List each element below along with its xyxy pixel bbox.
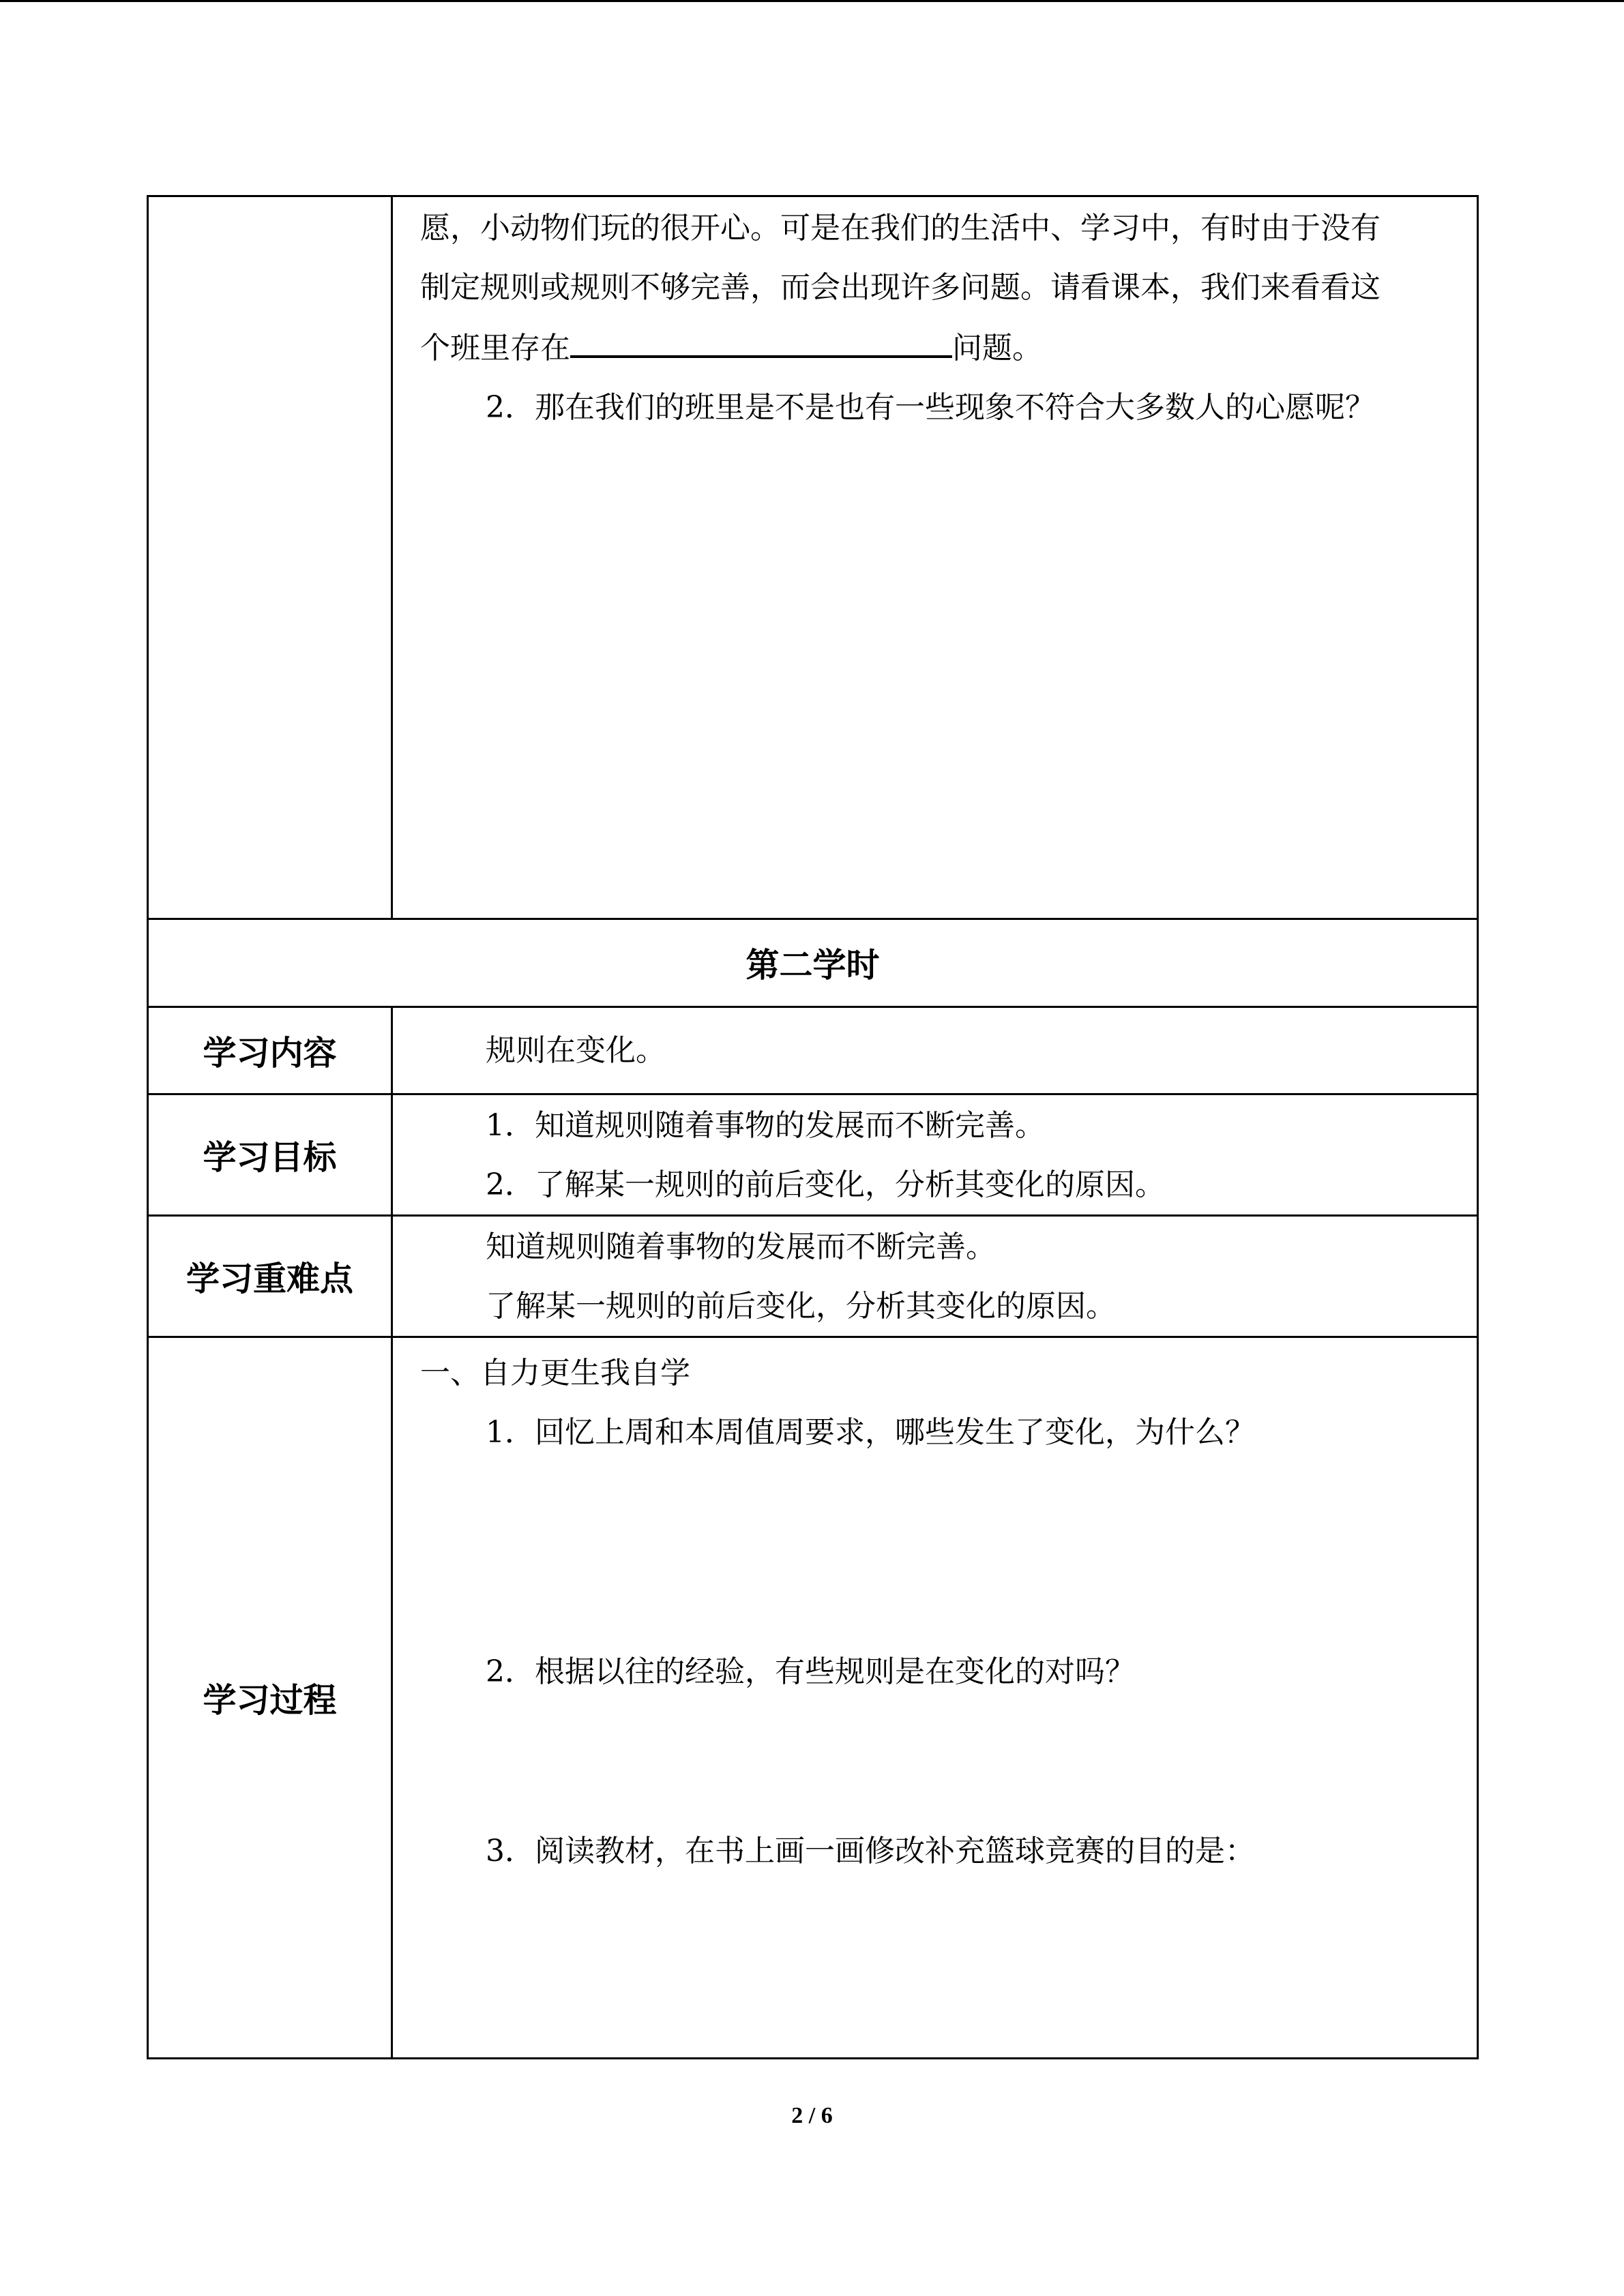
page-number: 2 / 6: [791, 2103, 833, 2128]
continuation-line-3-after: 问题。: [952, 331, 1042, 366]
continuation-item-2: 2．那在我们的班里是不是也有一些现象不符合大多数人的心愿呢？: [486, 390, 1375, 425]
keypoints-cell: [392, 1216, 1478, 1337]
goals-label: 学习目标: [148, 1094, 392, 1216]
goal-item-2: 2．了解某一规则的前后变化，分析其变化的原因。: [486, 1167, 1165, 1202]
goals-row: [148, 1094, 1478, 1216]
section-title: 第二学时: [148, 919, 1478, 1007]
process-item-1: 1．回忆上周和本周值周要求，哪些发生了变化，为什么？: [486, 1415, 1255, 1450]
continuation-line-2: 制定规则或规则不够完善，而会出现许多问题。请看课本，我们来看看这: [420, 270, 1381, 305]
content-label: 学习内容: [148, 1007, 392, 1094]
process-item-3: 3．阅读教材，在书上画一画修改补充篮球竞赛的目的是：: [486, 1834, 1255, 1868]
continuation-line-3: [420, 317, 1456, 378]
section-title-row: [148, 919, 1478, 1007]
page-top-border: [0, 0, 1624, 2]
goals-cell: [392, 1094, 1478, 1216]
keypoints-label: 学习重难点: [148, 1216, 392, 1337]
keypoint-item-1: 知道规则随着事物的发展而不断完善。: [486, 1229, 996, 1264]
process-item-2: 2．根据以往的经验，有些规则是在变化的对吗？: [486, 1654, 1135, 1689]
keypoints-row: [148, 1216, 1478, 1337]
process-label: 学习过程: [148, 1337, 392, 2059]
continuation-content-cell: [392, 196, 1478, 919]
continuation-row: [148, 196, 1478, 919]
lesson-plan-table: [147, 195, 1479, 2059]
continuation-label-cell: [148, 196, 392, 919]
keypoint-item-2: 了解某一规则的前后变化，分析其变化的原因。: [486, 1288, 1116, 1324]
content-row: [148, 1007, 1478, 1094]
continuation-line-3-before: 个班里存在: [420, 331, 570, 366]
goal-item-1: 1．知道规则随着事物的发展而不断完善。: [486, 1107, 1045, 1143]
content-text: 规则在变化。: [486, 1033, 666, 1068]
process-heading: 一、自力更生我自学: [420, 1356, 690, 1390]
fill-in-blank[interactable]: [570, 317, 952, 358]
content-cell: [392, 1007, 1478, 1094]
process-cell: [392, 1337, 1478, 2059]
process-row: [148, 1337, 1478, 2059]
continuation-line-1: 愿，小动物们玩的很开心。可是在我们的生活中、学习中，有时由于没有: [420, 211, 1381, 245]
